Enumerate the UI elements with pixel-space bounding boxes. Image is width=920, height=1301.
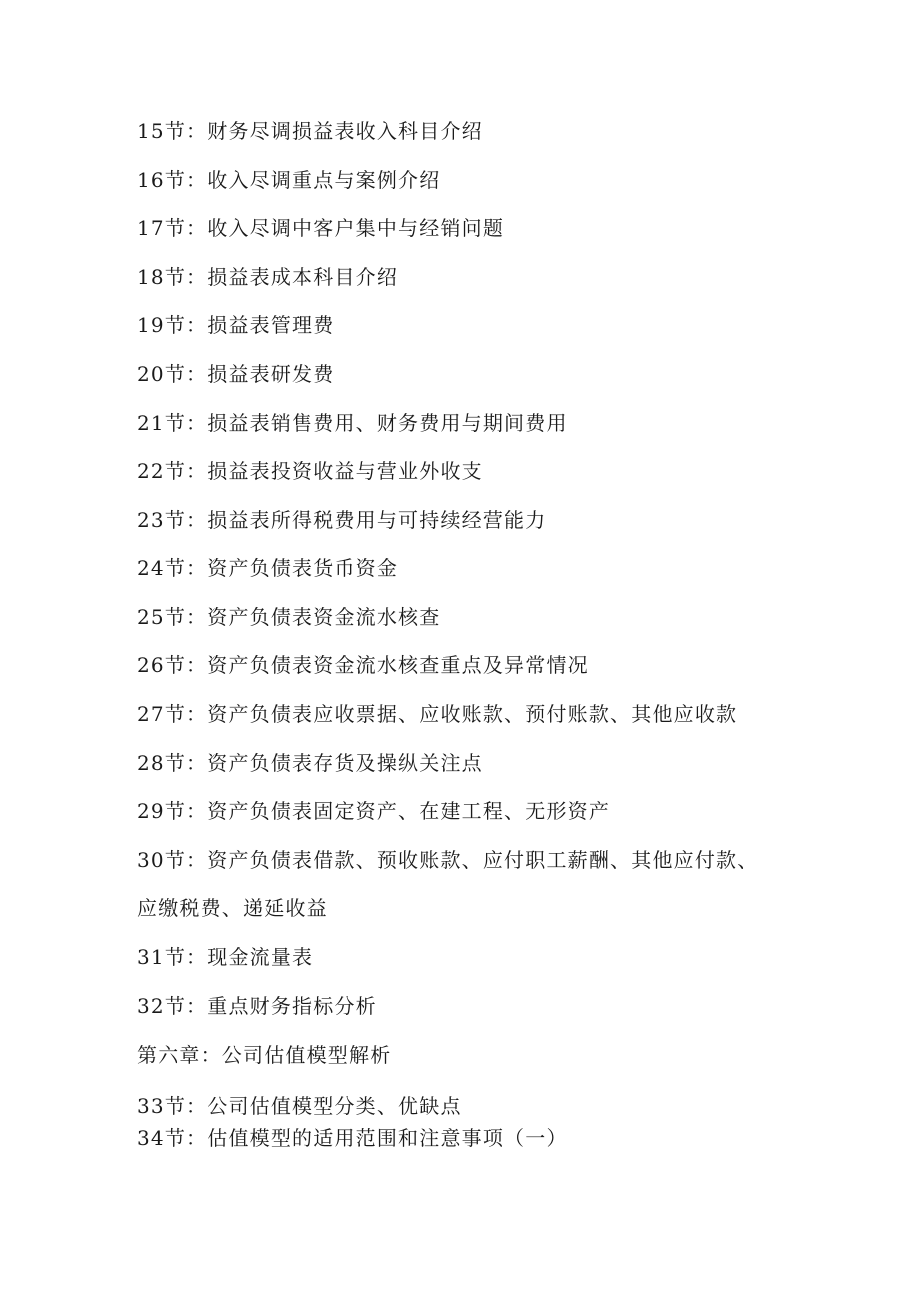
toc-entry-28: 28节：资产负债表存货及操纵关注点	[137, 751, 483, 775]
toc-entry-18: 18节：损益表成本科目介绍	[137, 265, 399, 289]
toc-entry-33: 33节：公司估值模型分类、优缺点	[137, 1094, 462, 1118]
toc-entry-30: 30节：资产负债表借款、预收账款、应付职工薪酬、其他应付款、	[137, 848, 759, 872]
toc-entry-26: 26节：资产负债表资金流水核查重点及异常情况	[137, 653, 589, 677]
toc-entry-31: 31节：现金流量表	[137, 945, 314, 969]
toc-entry-21: 21节：损益表销售费用、财务费用与期间费用	[137, 411, 568, 435]
toc-entry-25: 25节：资产负债表资金流水核查	[137, 605, 441, 629]
toc-entry-22: 22节：损益表投资收益与营业外收支	[137, 459, 483, 483]
toc-entry-20: 20节：损益表研发费	[137, 362, 335, 386]
chapter-heading-6: 第六章：公司估值模型解析	[137, 1043, 392, 1067]
toc-entry-17: 17节：收入尽调中客户集中与经销问题	[137, 216, 505, 240]
toc-entry-19: 19节：损益表管理费	[137, 313, 335, 337]
toc-entry-15: 15节：财务尽调损益表收入科目介绍	[137, 119, 483, 143]
toc-entry-23: 23节：损益表所得税费用与可持续经营能力	[137, 508, 547, 532]
toc-entry-16: 16节：收入尽调重点与案例介绍	[137, 168, 441, 192]
toc-entry-24: 24节：资产负债表货币资金	[137, 556, 399, 580]
toc-entry-32: 32节：重点财务指标分析	[137, 994, 377, 1018]
toc-entry-29: 29节：资产负债表固定资产、在建工程、无形资产	[137, 799, 611, 823]
toc-entry-27: 27节：资产负债表应收票据、应收账款、预付账款、其他应收款	[137, 702, 738, 726]
toc-entry-30-continuation: 应缴税费、递延收益	[137, 896, 328, 920]
toc-entry-34: 34节：估值模型的适用范围和注意事项（一）	[137, 1126, 568, 1150]
